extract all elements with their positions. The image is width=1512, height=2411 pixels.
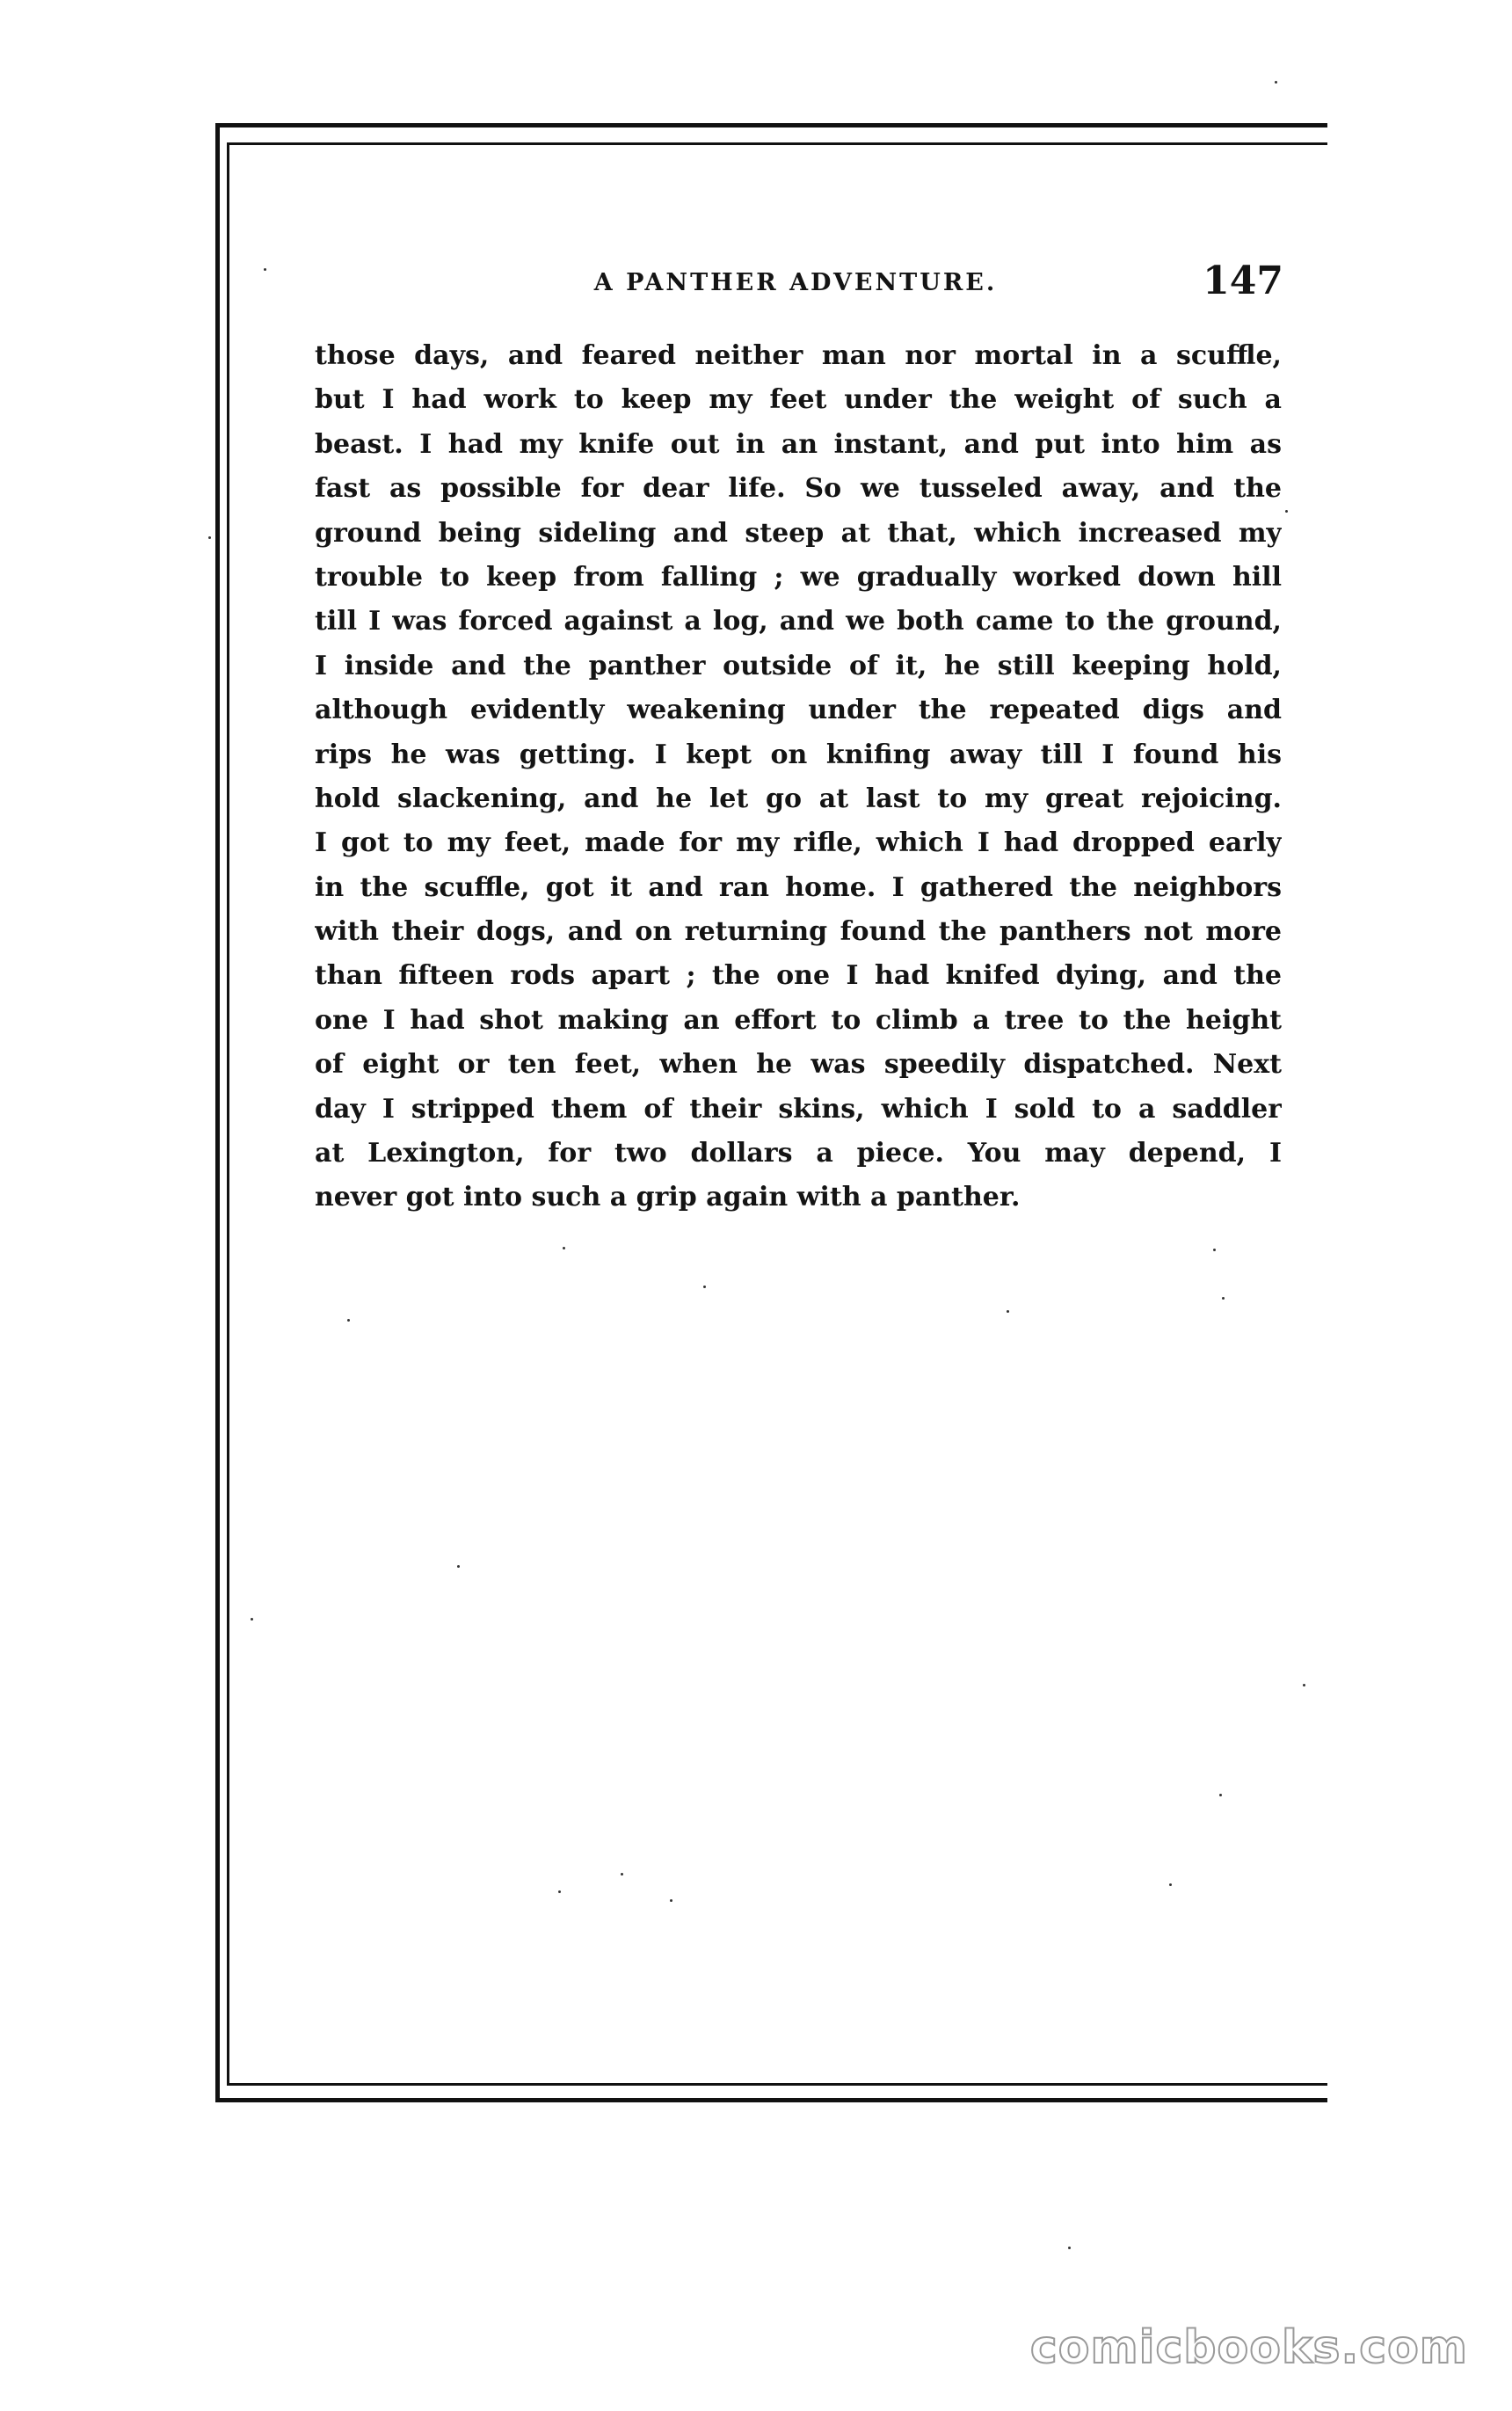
speck: [1285, 510, 1288, 513]
text-line: day I stripped them of their skins, which I sold to a saddler: [315, 1093, 1282, 1125]
speck: [264, 268, 266, 271]
speck: [347, 1319, 350, 1322]
text-line: in the scuffle, got it and ran home. I gathered the neighbors: [315, 871, 1282, 903]
site-watermark: comicbooks.com: [1029, 2321, 1468, 2374]
text-line: trouble to keep from falling ; we gradually worked down hill: [315, 561, 1282, 593]
text-line: beast. I had my knife out in an instant, and put into him as: [315, 428, 1282, 460]
frame-left-outer: [215, 123, 220, 2101]
speck: [1303, 1684, 1305, 1686]
speck: [558, 1890, 561, 1893]
page-number: 147: [1203, 259, 1283, 303]
speck: [457, 1565, 460, 1568]
speck: [1222, 1297, 1225, 1300]
speck: [1213, 1249, 1216, 1251]
text-line: at Lexington, for two dollars a piece. You may depend, I: [315, 1138, 1282, 1169]
speck: [1275, 81, 1277, 84]
text-line: although evidently weakening under the repeated digs and: [315, 695, 1282, 726]
text-line: till I was forced against a log, and we both came to the ground,: [315, 606, 1282, 637]
text-line: of eight or ten feet, when he was speedily dispatched. Next: [315, 1049, 1282, 1081]
speck: [670, 1899, 672, 1902]
text-line: rips he was getting. I kept on knifing away till I found his: [315, 739, 1282, 770]
speck: [703, 1286, 706, 1288]
text-line: I inside and the panther outside of it, he still keeping hold,: [315, 650, 1282, 681]
speck: [1219, 1794, 1222, 1796]
text-line: than fifteen rods apart ; the one I had knifed dying, and the: [315, 960, 1282, 992]
running-head: [308, 259, 1283, 317]
text-line-last: never got into such a grip again with a panther.: [315, 1182, 1021, 1213]
frame-left-inner: [227, 142, 229, 2086]
body-text: [315, 334, 1282, 1220]
frame-top-inner: [227, 142, 1327, 145]
text-line: ground being sideling and steep at that, which increased my: [315, 517, 1282, 549]
text-line: I got to my feet, made for my rifle, which I had dropped early: [315, 827, 1282, 859]
text-line: with their dogs, and on returning found the panthers not more: [315, 916, 1282, 948]
text-line: fast as possible for dear life. So we tusseled away, and the: [315, 473, 1282, 505]
speck: [251, 1618, 253, 1621]
speck: [1068, 2247, 1071, 2249]
speck: [1007, 1310, 1009, 1313]
running-title: A PANTHER ADVENTURE.: [593, 269, 998, 296]
text-line: one I had shot making an effort to climb a tree to the height: [315, 1004, 1282, 1036]
speck: [621, 1873, 623, 1876]
text-line: hold slackening, and he let go at last to my great rejoicing.: [315, 783, 1282, 814]
frame-bottom-inner: [227, 2083, 1327, 2086]
speck: [1169, 1883, 1172, 1886]
speck: [208, 536, 211, 539]
text-line: but I had work to keep my feet under the weight of such a: [315, 384, 1282, 416]
frame-top-outer: [215, 123, 1327, 127]
frame-bottom-outer: [215, 2098, 1327, 2102]
text-line: those days, and feared neither man nor mortal in a scuffle,: [315, 340, 1282, 371]
speck: [563, 1247, 565, 1249]
